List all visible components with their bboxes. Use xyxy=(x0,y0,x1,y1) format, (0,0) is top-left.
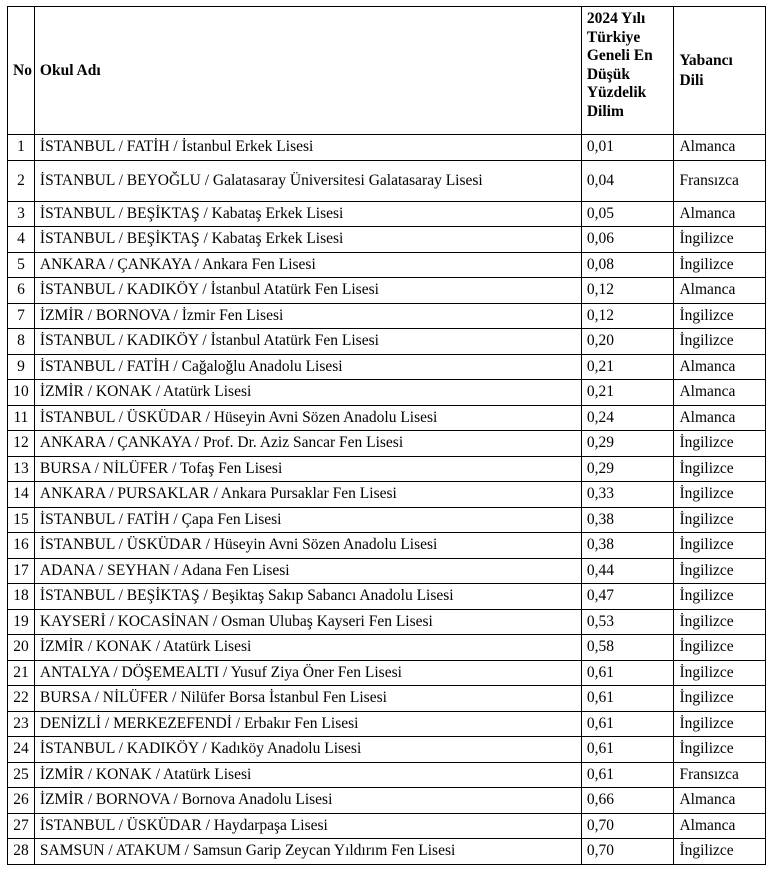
percentile-value: 0,06 xyxy=(581,227,674,253)
language-value: İngilizce xyxy=(674,303,766,329)
language-value: İngilizce xyxy=(674,609,766,635)
school-name: İSTANBUL / ÜSKÜDAR / Hüseyin Avni Sözen Anadolu Lisesi xyxy=(34,533,581,559)
school-name: İSTANBUL / BEŞİKTAŞ / Kabataş Erkek Lisesi xyxy=(34,227,581,253)
school-name: SAMSUN / ATAKUM / Samsun Garip Zeycan Yıldırım Fen Lisesi xyxy=(34,839,581,865)
row-no: 5 xyxy=(8,252,35,278)
table-row xyxy=(8,686,766,712)
school-name: İSTANBUL / ÜSKÜDAR / Hüseyin Avni Sözen Anadolu Lisesi xyxy=(34,405,581,431)
school-name: İSTANBUL / BEŞİKTAŞ / Beşiktaş Sakıp Sabancı Anadolu Lisesi xyxy=(34,584,581,610)
table-row xyxy=(8,201,766,227)
row-no: 14 xyxy=(8,482,35,508)
row-no: 2 xyxy=(8,160,35,201)
table-row xyxy=(8,354,766,380)
percentile-value: 0,01 xyxy=(581,135,674,161)
language-value: İngilizce xyxy=(674,252,766,278)
percentile-value: 0,58 xyxy=(581,635,674,661)
row-no: 19 xyxy=(8,609,35,635)
table-row xyxy=(8,380,766,406)
language-value: Fransızca xyxy=(674,160,766,201)
language-value: İngilizce xyxy=(674,456,766,482)
school-name: İSTANBUL / KADIKÖY / Kadıköy Anadolu Lisesi xyxy=(34,737,581,763)
row-no: 15 xyxy=(8,507,35,533)
percentile-value: 0,61 xyxy=(581,762,674,788)
school-name: ANTALYA / DÖŞEMEALTI / Yusuf Ziya Öner Fen Lisesi xyxy=(34,660,581,686)
table-row xyxy=(8,558,766,584)
language-value: Almanca xyxy=(674,354,766,380)
table-row xyxy=(8,635,766,661)
table-row xyxy=(8,482,766,508)
table-body xyxy=(8,135,766,865)
language-value: Almanca xyxy=(674,278,766,304)
table-row xyxy=(8,252,766,278)
school-name: KAYSERİ / KOCASİNAN / Osman Ulubaş Kayseri Fen Lisesi xyxy=(34,609,581,635)
row-no: 21 xyxy=(8,660,35,686)
row-no: 27 xyxy=(8,813,35,839)
school-name: İZMİR / BORNOVA / Bornova Anadolu Lisesi xyxy=(34,788,581,814)
table-row xyxy=(8,405,766,431)
percentile-value: 0,61 xyxy=(581,711,674,737)
table-row xyxy=(8,507,766,533)
header-school-name: Okul Adı xyxy=(34,7,581,135)
header-no: No xyxy=(8,7,35,135)
table-row xyxy=(8,660,766,686)
header-percentile: 2024 Yılı Türkiye Geneli En Düşük Yüzdelik Dilim xyxy=(581,7,674,135)
school-name: ANKARA / ÇANKAYA / Prof. Dr. Aziz Sancar Fen Lisesi xyxy=(34,431,581,457)
school-name: İSTANBUL / BEŞİKTAŞ / Kabataş Erkek Lisesi xyxy=(34,201,581,227)
table-row xyxy=(8,839,766,865)
language-value: İngilizce xyxy=(674,533,766,559)
percentile-value: 0,47 xyxy=(581,584,674,610)
percentile-value: 0,33 xyxy=(581,482,674,508)
percentile-value: 0,61 xyxy=(581,686,674,712)
row-no: 22 xyxy=(8,686,35,712)
language-value: İngilizce xyxy=(674,584,766,610)
row-no: 20 xyxy=(8,635,35,661)
row-no: 25 xyxy=(8,762,35,788)
row-no: 4 xyxy=(8,227,35,253)
table-row xyxy=(8,160,766,201)
language-value: İngilizce xyxy=(674,558,766,584)
school-name: BURSA / NİLÜFER / Nilüfer Borsa İstanbul Fen Lisesi xyxy=(34,686,581,712)
table-row xyxy=(8,762,766,788)
language-value: İngilizce xyxy=(674,329,766,355)
table-row xyxy=(8,711,766,737)
percentile-value: 0,61 xyxy=(581,660,674,686)
language-value: İngilizce xyxy=(674,635,766,661)
row-no: 16 xyxy=(8,533,35,559)
language-value: Fransızca xyxy=(674,762,766,788)
table-row xyxy=(8,813,766,839)
school-name: BURSA / NİLÜFER / Tofaş Fen Lisesi xyxy=(34,456,581,482)
row-no: 28 xyxy=(8,839,35,865)
percentile-value: 0,61 xyxy=(581,737,674,763)
table-row xyxy=(8,533,766,559)
table-row xyxy=(8,584,766,610)
school-name: İZMİR / KONAK / Atatürk Lisesi xyxy=(34,635,581,661)
row-no: 24 xyxy=(8,737,35,763)
school-name: İSTANBUL / FATİH / Çapa Fen Lisesi xyxy=(34,507,581,533)
row-no: 8 xyxy=(8,329,35,355)
percentile-value: 0,29 xyxy=(581,456,674,482)
language-value: İngilizce xyxy=(674,839,766,865)
school-name: İSTANBUL / ÜSKÜDAR / Haydarpaşa Lisesi xyxy=(34,813,581,839)
table-row xyxy=(8,456,766,482)
school-name: ANKARA / ÇANKAYA / Ankara Fen Lisesi xyxy=(34,252,581,278)
language-value: İngilizce xyxy=(674,482,766,508)
percentile-value: 0,44 xyxy=(581,558,674,584)
school-name: İSTANBUL / BEYOĞLU / Galatasaray Üniversitesi Galatasaray Lisesi xyxy=(34,160,581,201)
language-value: Almanca xyxy=(674,788,766,814)
row-no: 7 xyxy=(8,303,35,329)
school-name: İSTANBUL / FATİH / İstanbul Erkek Lisesi xyxy=(34,135,581,161)
table-row xyxy=(8,737,766,763)
percentile-value: 0,38 xyxy=(581,533,674,559)
row-no: 23 xyxy=(8,711,35,737)
table-row xyxy=(8,431,766,457)
table-row xyxy=(8,135,766,161)
percentile-value: 0,70 xyxy=(581,813,674,839)
language-value: İngilizce xyxy=(674,686,766,712)
school-name: İSTANBUL / KADIKÖY / İstanbul Atatürk Fen Lisesi xyxy=(34,278,581,304)
row-no: 17 xyxy=(8,558,35,584)
school-name: İSTANBUL / FATİH / Cağaloğlu Anadolu Lisesi xyxy=(34,354,581,380)
row-no: 18 xyxy=(8,584,35,610)
table-row xyxy=(8,303,766,329)
table-row xyxy=(8,609,766,635)
school-name: DENİZLİ / MERKEZEFENDİ / Erbakır Fen Lisesi xyxy=(34,711,581,737)
language-value: İngilizce xyxy=(674,431,766,457)
row-no: 11 xyxy=(8,405,35,431)
row-no: 1 xyxy=(8,135,35,161)
percentile-value: 0,70 xyxy=(581,839,674,865)
percentile-value: 0,12 xyxy=(581,278,674,304)
row-no: 6 xyxy=(8,278,35,304)
header-row xyxy=(8,7,766,135)
percentile-value: 0,12 xyxy=(581,303,674,329)
language-value: İngilizce xyxy=(674,660,766,686)
percentile-value: 0,66 xyxy=(581,788,674,814)
row-no: 13 xyxy=(8,456,35,482)
schools-table xyxy=(7,6,766,865)
school-name: İZMİR / BORNOVA / İzmir Fen Lisesi xyxy=(34,303,581,329)
language-value: İngilizce xyxy=(674,507,766,533)
row-no: 12 xyxy=(8,431,35,457)
school-name: ANKARA / PURSAKLAR / Ankara Pursaklar Fen Lisesi xyxy=(34,482,581,508)
percentile-value: 0,05 xyxy=(581,201,674,227)
language-value: Almanca xyxy=(674,201,766,227)
school-name: İZMİR / KONAK / Atatürk Lisesi xyxy=(34,762,581,788)
language-value: İngilizce xyxy=(674,711,766,737)
language-value: Almanca xyxy=(674,135,766,161)
document xyxy=(7,6,766,865)
language-value: Almanca xyxy=(674,380,766,406)
table-row xyxy=(8,227,766,253)
table-row xyxy=(8,788,766,814)
language-value: İngilizce xyxy=(674,737,766,763)
percentile-value: 0,24 xyxy=(581,405,674,431)
language-value: Almanca xyxy=(674,813,766,839)
language-value: İngilizce xyxy=(674,227,766,253)
school-name: İZMİR / KONAK / Atatürk Lisesi xyxy=(34,380,581,406)
percentile-value: 0,21 xyxy=(581,380,674,406)
percentile-value: 0,21 xyxy=(581,354,674,380)
percentile-value: 0,38 xyxy=(581,507,674,533)
percentile-value: 0,29 xyxy=(581,431,674,457)
table-row xyxy=(8,329,766,355)
percentile-value: 0,04 xyxy=(581,160,674,201)
language-value: Almanca xyxy=(674,405,766,431)
school-name: ADANA / SEYHAN / Adana Fen Lisesi xyxy=(34,558,581,584)
row-no: 10 xyxy=(8,380,35,406)
row-no: 3 xyxy=(8,201,35,227)
header-language: Yabancı Dili xyxy=(674,7,766,135)
row-no: 9 xyxy=(8,354,35,380)
percentile-value: 0,08 xyxy=(581,252,674,278)
table-row xyxy=(8,278,766,304)
percentile-value: 0,53 xyxy=(581,609,674,635)
row-no: 26 xyxy=(8,788,35,814)
school-name: İSTANBUL / KADIKÖY / İstanbul Atatürk Fen Lisesi xyxy=(34,329,581,355)
percentile-value: 0,20 xyxy=(581,329,674,355)
